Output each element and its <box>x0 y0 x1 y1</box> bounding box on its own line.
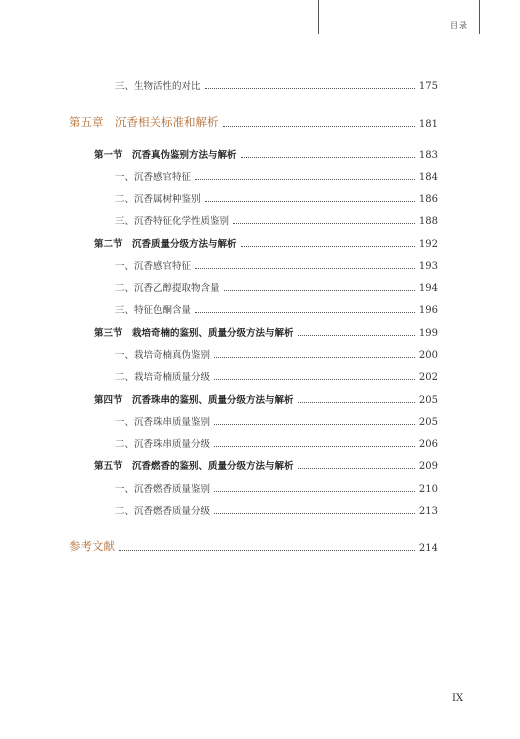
toc-entry-page-number: 205 <box>418 417 438 428</box>
toc-entry-page-number: 184 <box>418 172 438 183</box>
toc-entry-item[interactable] <box>115 434 438 450</box>
toc-entry-section[interactable] <box>94 323 438 339</box>
toc-entry-title: 三、生物活性的对比 <box>115 81 201 92</box>
toc-entry-item[interactable] <box>115 76 438 92</box>
toc-entry-title: 一、沉香珠串质量鉴别 <box>115 417 211 428</box>
toc-entry-page-number: 214 <box>418 543 438 554</box>
toc-entry-title: 第三节 栽培奇楠的鉴别、质量分级方法与解析 <box>94 328 294 339</box>
toc-entry-section[interactable] <box>94 145 438 161</box>
dot-leader <box>214 379 415 380</box>
toc-entry-section[interactable] <box>94 390 438 406</box>
dot-leader <box>298 402 415 403</box>
dot-leader <box>214 424 415 425</box>
toc-entry-page-number: 183 <box>418 150 438 161</box>
toc-entry-item[interactable] <box>115 300 438 316</box>
toc-entry-title: 二、沉香珠串质量分级 <box>115 439 211 450</box>
toc-entry-page-number: 213 <box>418 506 438 517</box>
toc-entry-page-number: 199 <box>418 328 438 339</box>
dot-leader <box>195 179 415 180</box>
toc-entry-title: 二、沉香燃香质量分级 <box>115 506 211 517</box>
dot-leader <box>214 446 415 447</box>
dot-leader <box>195 268 415 269</box>
dot-leader <box>195 312 415 313</box>
toc-entry-page-number: 192 <box>418 239 438 250</box>
toc-entry-page-number: 175 <box>418 81 438 92</box>
running-header-title: 目录 <box>450 21 468 30</box>
toc-entry-page-number: 193 <box>418 261 438 272</box>
toc-entry-title: 一、栽培奇楠真伪鉴别 <box>115 350 211 361</box>
toc-entry-page-number: 205 <box>418 395 438 406</box>
dot-leader <box>205 201 415 202</box>
toc-entry-title: 第四节 沉香珠串的鉴别、质量分级方法与解析 <box>94 395 294 406</box>
toc-entry-title: 三、沉香特征化学性质鉴别 <box>115 216 230 227</box>
toc-entry-title: 二、栽培奇楠质量分级 <box>115 372 211 383</box>
toc-entry-item[interactable] <box>115 367 438 383</box>
toc-entry-item[interactable] <box>115 189 438 205</box>
toc-entry-item[interactable] <box>115 479 438 495</box>
toc-entry-item[interactable] <box>115 211 438 227</box>
toc-entry-title: 第五节 沉香燃香的鉴别、质量分级方法与解析 <box>94 461 294 472</box>
dot-leader <box>241 246 415 247</box>
toc-entry-page-number: 194 <box>418 283 438 294</box>
dot-leader <box>205 88 415 89</box>
dot-leader <box>298 335 415 336</box>
toc-entry-title: 参考文献 <box>69 539 115 553</box>
dot-leader <box>214 513 415 514</box>
toc-entry-title: 一、沉香感官特征 <box>115 172 192 183</box>
toc-entry-page-number: 206 <box>418 439 438 450</box>
toc-entry-title: 第二节 沉香质量分级方法与解析 <box>94 239 237 250</box>
dot-leader <box>214 491 415 492</box>
toc-entry-title: 二、沉香乙醇提取物含量 <box>115 283 220 294</box>
dot-leader <box>298 468 415 469</box>
dot-leader <box>214 357 415 358</box>
toc-entry-title: 第一节 沉香真伪鉴别方法与解析 <box>94 150 237 161</box>
toc-entry-page-number: 181 <box>418 119 438 130</box>
page-number: IX <box>452 693 464 704</box>
dot-leader <box>223 126 415 127</box>
toc-entry-section[interactable] <box>94 456 438 472</box>
dot-leader <box>233 223 415 224</box>
dot-leader <box>119 550 415 551</box>
toc-entry-title: 第五章 沉香相关标准和解析 <box>69 115 219 129</box>
toc-entry-title: 二、沉香属树种鉴别 <box>115 194 201 205</box>
toc-entry-page-number: 209 <box>418 461 438 472</box>
toc-entry-page-number: 186 <box>418 194 438 205</box>
toc-entry-title: 一、沉香感官特征 <box>115 261 192 272</box>
toc-entry-page-number: 196 <box>418 305 438 316</box>
toc-entry-section[interactable] <box>94 234 438 250</box>
toc-entry-item[interactable] <box>115 256 438 272</box>
dot-leader <box>241 157 415 158</box>
toc-entry-chapter[interactable] <box>69 538 438 554</box>
toc-entry-item[interactable] <box>115 345 438 361</box>
toc-entry-item[interactable] <box>115 167 438 183</box>
toc-entry-title: 三、特征色酮含量 <box>115 305 192 316</box>
toc-entry-page-number: 202 <box>418 372 438 383</box>
toc-entry-page-number: 200 <box>418 350 438 361</box>
dot-leader <box>224 290 415 291</box>
toc-entry-chapter[interactable] <box>69 114 438 130</box>
toc-entry-page-number: 210 <box>418 484 438 495</box>
toc-entry-title: 一、沉香燃香质量鉴别 <box>115 484 211 495</box>
toc-entry-item[interactable] <box>115 412 438 428</box>
toc-entry-page-number: 188 <box>418 216 438 227</box>
toc-entry-item[interactable] <box>115 501 438 517</box>
toc-entry-item[interactable] <box>115 278 438 294</box>
